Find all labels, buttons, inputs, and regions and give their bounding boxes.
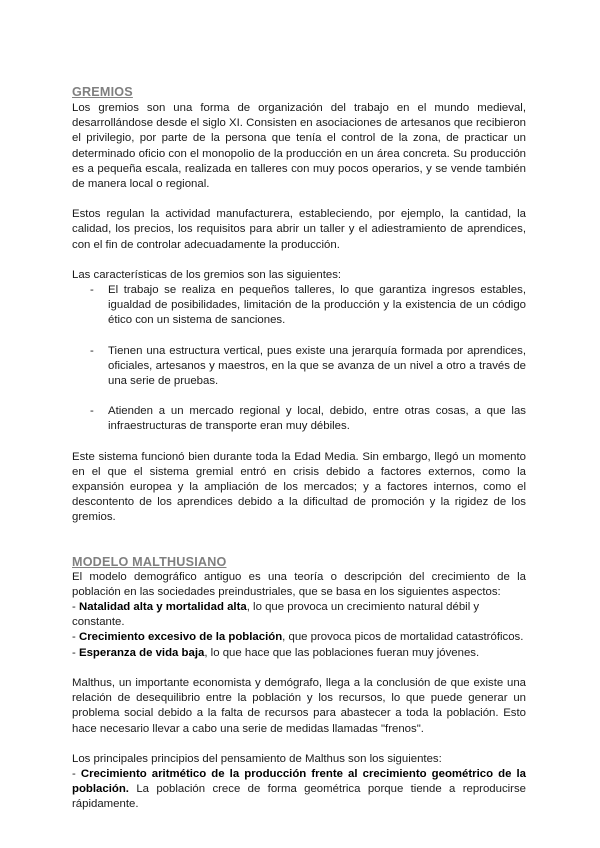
list-item — [72, 283, 526, 329]
list-item — [72, 344, 526, 390]
list-item-text: Tienen una estructura vertical, pues existe una jerarquía formada por aprendices, oficiales, artesanos y maestros, en la que se avanza de un nivel a otro a través de una serie de pruebas. — [108, 344, 526, 388]
section-title-gremios: GREMIOS — [72, 85, 133, 99]
gremios-paragraph-4: Este sistema funcionó bien durante toda la Edad Media. Sin embargo, llegó un momento en el que el sistema gremial entró en crisis debido a factores externos, como la expansión europea y la ampliación de los mercados; y a factores internos, como el descontento de los aprendices debido a la dificultad de promoción y la rigidez de los gremios. — [72, 450, 526, 524]
document-page — [72, 84, 526, 813]
gremios-paragraph-1: Los gremios son una forma de organización del trabajo en el mundo medieval, desarrollándose desde el siglo XI. Consisten en asociaciones de artesanos que recibieron el privilegio, por parte de la persona que tenía el control de la zona, de practicar un determinado oficio con el monopolio de la producción en un área concreta. Su producción es a pequeña escala, realizada en talleres con muy pocos operarios, y se vende también de manera local o regional. — [72, 102, 527, 191]
list-item — [72, 404, 526, 434]
malthus-paragraph-2: Malthus, un importante economista y demógrafo, llega a la conclusión de que existe una relación de desequilibrio entre la población y los recursos, lo que puede generar un problema social debido a la falta de recursos para abastecer a toda la población. Esto hace necesario llevar a cabo una serie de medidas llamadas "frenos". — [72, 676, 526, 735]
list-item-text: Atienden a un mercado regional y local, debido, entre otras cosas, a que las infraestructuras de transporte eran muy débiles. — [108, 405, 526, 433]
gremios-paragraph-3: Las características de los gremios son las siguientes: — [72, 268, 342, 281]
malthus-principle-1: - Crecimiento aritmético de la producción frente al crecimiento geométrico de la población. La población crece de forma geométrica porque tiende a reproducirse rápidamente. — [72, 767, 526, 811]
dash-bullet: - — [90, 405, 94, 418]
list-item-text: El trabajo se realiza en pequeños talleres, lo que garantiza ingresos estables, igualdad de posibilidades, limitación de la producción y la existencia de un código ético con un sistema de sanciones. — [108, 284, 526, 327]
gremios-paragraph-2: Estos regulan la actividad manufacturera, estableciendo, por ejemplo, la cantidad, la calidad, los precios, los requisitos para abrir un taller y el adiestramiento de aprendices, con el fin de controlar adecuadamente la producción. — [72, 208, 526, 251]
section-title-malthus: MODELO MALTHUSIANO — [72, 554, 227, 569]
malthus-aspect-1: - Natalidad alta y mortalidad alta, lo que provoca un crecimiento natural débil y constante. — [72, 601, 480, 629]
dash-bullet: - — [90, 284, 94, 297]
malthus-paragraph-3: Los principales principios del pensamiento de Malthus son los siguientes: — [72, 752, 442, 765]
malthus-aspect-3: - Esperanza de vida baja, lo que hace que las poblaciones fueran muy jóvenes. — [72, 646, 480, 659]
malthus-aspect-2: - Crecimiento excesivo de la población, que provoca picos de mortalidad catastróficos. — [72, 631, 524, 644]
dash-bullet: - — [90, 344, 94, 357]
gremios-characteristics-list — [72, 283, 526, 435]
malthus-paragraph-1: El modelo demográfico antiguo es una teoría o descripción del crecimiento de la población en las sociedades preindustriales, que se basa en los siguientes aspectos: — [72, 570, 526, 598]
